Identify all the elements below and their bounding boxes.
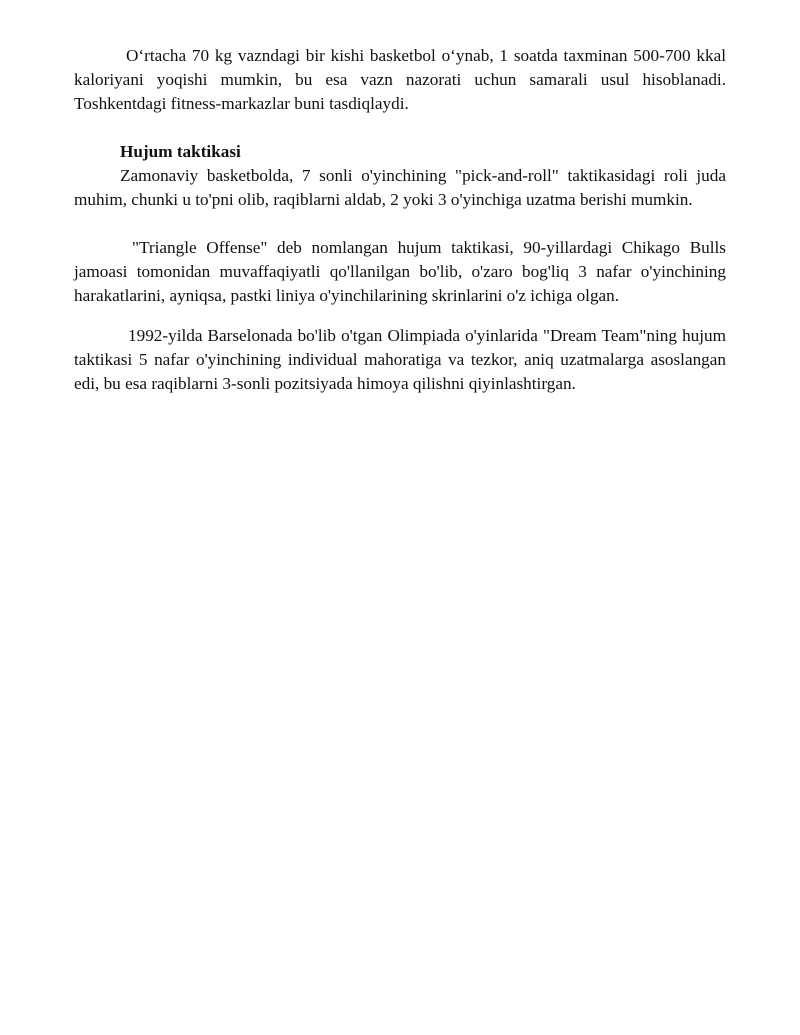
paragraph-pick-and-roll: Zamonaviy basketbolda, 7 sonli o'yinchining "pick-and-roll" taktikasidagi roli juda muhim, chunki u to'pni olib, raqiblarni aldab, 2 yoki 3 o'yinchiga uzatma berishi mumkin. (74, 166, 726, 209)
document-body (74, 44, 726, 396)
paragraph-triangle-offense: "Triangle Offense" deb nomlangan hujum taktikasi, 90-yillardagi Chikago Bulls jamoasi tomonidan muvaffaqiyatli qo'llanilgan bo'lib, o'zaro bog'liq 3 nafar o'yinchining harakatlarini, ayniqsa, pastki liniya o'yinchilarining skrinlarini o'z ichiga olgan. (74, 238, 726, 305)
paragraph-dream-team: 1992-yilda Barselonada bo'lib o'tgan Olimpiada o'yinlarida "Dream Team"ning hujum taktikasi 5 nafar o'yinchining individual mahoratiga va tezkor, aniq uzatmalarga asoslangan edi, bu esa raqiblarni 3-sonli pozitsiyada himoya qilishni qiyinlashtirgan. (74, 326, 726, 393)
section-heading: Hujum taktikasi (120, 142, 241, 161)
paragraph-calories: O‘rtacha 70 kg vazndagi bir kishi basketbol o‘ynab, 1 soatda taxminan 500-700 kkal kaloriyani yoqishi mumkin, bu esa vazn nazorati uchun samarali usul hisoblanadi. Toshkentdagi fitness-markazlar buni tasdiqlaydi. (74, 46, 726, 113)
